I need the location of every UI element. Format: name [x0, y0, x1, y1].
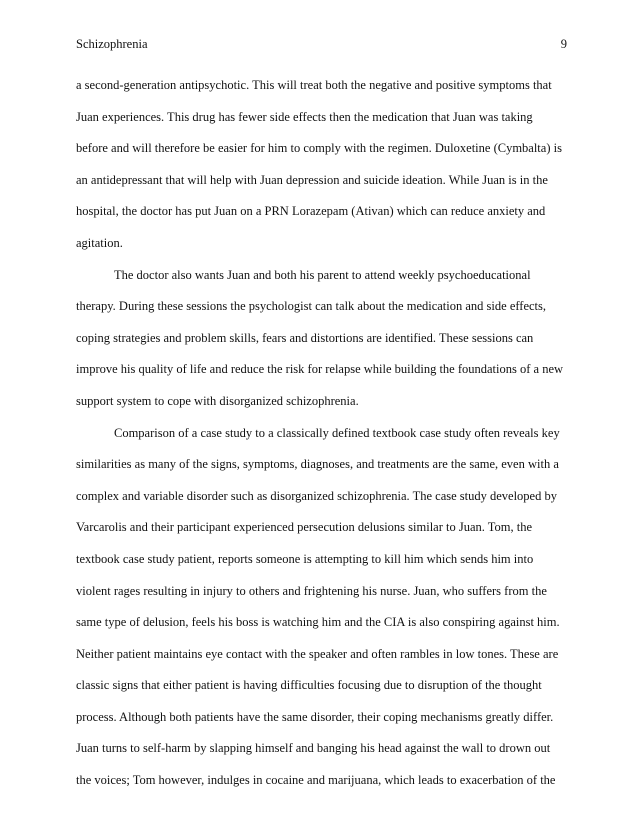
text-line: support system to cope with disorganized schizophrenia.	[76, 393, 359, 408]
page-number: 9	[560, 37, 567, 51]
paragraph-first-line: The doctor also wants Juan and both his parent to attend weekly psychoeducational	[114, 267, 531, 282]
text-line: Varcarolis and their participant experienced persecution delusions similar to Juan. Tom, the	[76, 520, 533, 535]
body-text	[76, 70, 568, 797]
text-line: Neither patient maintains eye contact with the speaker and often rambles in low tones. These are	[76, 646, 559, 661]
text-line: complex and variable disorder such as disorganized schizophrenia. The case study developed by	[76, 488, 557, 503]
text-line: therapy. During these sessions the psychologist can talk about the medication and side effects,	[76, 299, 547, 314]
text-line: classic signs that either patient is having difficulties focusing due to disruption of the thought	[76, 678, 542, 693]
text-line: same type of delusion, feels his boss is watching him and the CIA is also conspiring against him.	[76, 615, 560, 630]
text-line: similarities as many of the signs, symptoms, diagnoses, and treatments are the same, even with a	[76, 457, 559, 472]
text-line: Juan experiences. This drug has fewer side effects then the medication that Juan was taking	[76, 109, 533, 124]
text-line: a second-generation antipsychotic. This will treat both the negative and positive symptoms that	[76, 78, 552, 92]
text-line: process. Although both patients have the same disorder, their coping mechanisms greatly differ.	[76, 709, 554, 724]
text-line: hospital, the doctor has put Juan on a PRN Lorazepam (Ativan) which can reduce anxiety and	[76, 204, 546, 219]
text-line: violent rages resulting in injury to others and frightening his nurse. Juan, who suffers from the	[76, 583, 547, 598]
text-line: Juan turns to self-harm by slapping himself and banging his head against the wall to drown out	[76, 741, 551, 756]
running-head: Schizophrenia	[76, 37, 148, 51]
text-line: coping strategies and problem skills, fears and distortions are identified. These sessions can	[76, 330, 534, 345]
text-line: improve his quality of life and reduce the risk for relapse while building the foundations of a new	[76, 362, 564, 377]
text-line: an antidepressant that will help with Juan depression and suicide ideation. While Juan is in the	[76, 172, 548, 187]
text-line: the voices; Tom however, indulges in cocaine and marijuana, which leads to exacerbation of the	[76, 773, 556, 788]
text-line: before and will therefore be easier for him to comply with the regimen. Duloxetine (Cymbalta) is	[76, 141, 562, 156]
paragraph-first-line: Comparison of a case study to a classically defined textbook case study often reveals key	[114, 425, 560, 440]
text-line: agitation.	[76, 235, 123, 250]
text-line: textbook case study patient, reports someone is attempting to kill him which sends him into	[76, 551, 534, 566]
